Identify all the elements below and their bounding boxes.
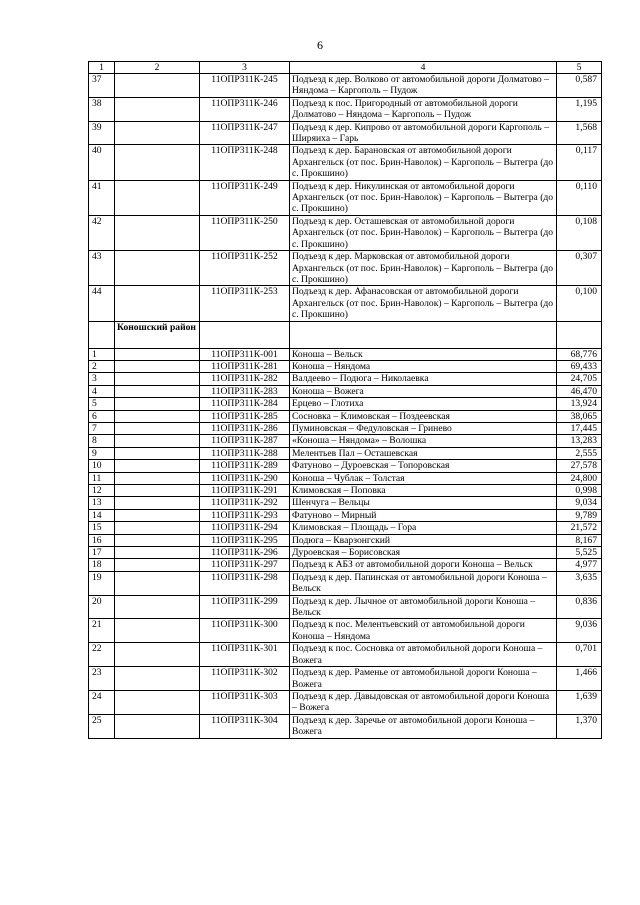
road-name: Подъезд к дер. Лычное от автомобильной дороги Коноша – Вельск [290, 595, 557, 619]
table-row [89, 286, 602, 321]
road-length: 24,705 [557, 373, 602, 385]
table-row [89, 373, 602, 385]
road-code: 11ОПР311К-283 [200, 385, 290, 397]
district-cell [115, 619, 200, 643]
row-number: 7 [89, 422, 115, 434]
row-number: 44 [89, 286, 115, 321]
column-header: 4 [290, 62, 557, 74]
road-name: Пуминовская – Федуловская – Гринево [290, 422, 557, 434]
row-number: 24 [89, 690, 115, 714]
road-name: Подъезд к дер. Папинская от автомобильной дороги Коноша – Вельск [290, 571, 557, 595]
road-length: 0,836 [557, 595, 602, 619]
row-number: 10 [89, 460, 115, 472]
road-length: 0,110 [557, 180, 602, 215]
roads-table-body [89, 62, 602, 739]
table-row [89, 251, 602, 286]
district-cell [115, 251, 200, 286]
road-length: 5,525 [557, 547, 602, 559]
row-number: 1 [89, 348, 115, 360]
road-length: 3,635 [557, 571, 602, 595]
table-row [89, 398, 602, 410]
road-code: 11ОПР311К-304 [200, 714, 290, 738]
road-name: Подъезд к дер. Афанасовская от автомобильной дороги Архангельск (от пос. Брин-Наволок) – Каргополь – Вытегра (до с. Прокшино) [290, 286, 557, 321]
table-row [89, 422, 602, 434]
road-length: 68,776 [557, 348, 602, 360]
district-cell [115, 97, 200, 121]
district-cell [115, 74, 200, 98]
table-row [89, 667, 602, 691]
table-row [89, 145, 602, 180]
road-name: Валдеево – Подюга – Николаевка [290, 373, 557, 385]
district-cell [115, 215, 200, 250]
road-name: Подъезд к дер. Осташевская от автомобильной дороги Архангельск (от пос. Брин-Наволок) – Каргополь – Вытегра (до с. Прокшино) [290, 215, 557, 250]
road-code: 11ОПР311К-294 [200, 522, 290, 534]
table-row [89, 180, 602, 215]
row-number: 13 [89, 497, 115, 509]
district-cell [115, 385, 200, 397]
road-code: 11ОПР311К-302 [200, 667, 290, 691]
road-code: 11ОПР311К-001 [200, 348, 290, 360]
row-number: 15 [89, 522, 115, 534]
district-cell [115, 410, 200, 422]
road-name: Фатуново – Мирный [290, 509, 557, 521]
road-length: 24,800 [557, 472, 602, 484]
district-cell [115, 595, 200, 619]
road-name: Климовская – Площадь – Гора [290, 522, 557, 534]
road-name: Подъезд к дер. Волково от автомобильной дороги Долматово – Няндома – Каргополь – Пудож [290, 74, 557, 98]
road-code: 11ОПР311К-299 [200, 595, 290, 619]
row-number [89, 321, 115, 348]
road-name: Коноша – Чублак – Толстая [290, 472, 557, 484]
road-name: Мелентьев Пал – Осташевская [290, 447, 557, 459]
district-cell [115, 373, 200, 385]
road-name: Ерцево – Глотиха [290, 398, 557, 410]
road-code: 11ОПР311К-252 [200, 251, 290, 286]
column-header: 2 [115, 62, 200, 74]
road-length: 8,167 [557, 534, 602, 546]
row-number: 43 [89, 251, 115, 286]
table-row [89, 460, 602, 472]
district-cell [115, 422, 200, 434]
road-code: 11ОПР311К-292 [200, 497, 290, 509]
road-code: 11ОПР311К-303 [200, 690, 290, 714]
row-number: 38 [89, 97, 115, 121]
row-number: 42 [89, 215, 115, 250]
road-name: Подъезд к дер. Давыдовская от автомобильной дороги Коноша – Вожега [290, 690, 557, 714]
district-cell [115, 398, 200, 410]
table-row [89, 410, 602, 422]
table-row [89, 74, 602, 98]
road-name: Коноша – Няндома [290, 360, 557, 372]
road-name: Подъезд к дер. Никулинская от автомобильной дороги Архангельск (от пос. Брин-Наволок) – Каргополь – Вытегра (до с. Прокшино) [290, 180, 557, 215]
road-code: 11ОПР311К-300 [200, 619, 290, 643]
road-code: 11ОПР311К-298 [200, 571, 290, 595]
district-cell [115, 497, 200, 509]
road-length: 0,701 [557, 643, 602, 667]
row-number: 20 [89, 595, 115, 619]
road-name: Дуроевская – Борисовская [290, 547, 557, 559]
road-length: 1,195 [557, 97, 602, 121]
road-name: Подъезд к АБЗ от автомобильной дороги Коноша – Вельск [290, 559, 557, 571]
row-number: 37 [89, 74, 115, 98]
road-name: Коноша – Вельск [290, 348, 557, 360]
district-cell [115, 667, 200, 691]
road-code: 11ОПР311К-287 [200, 435, 290, 447]
road-length: 13,283 [557, 435, 602, 447]
road-name: Подъезд к пос. Мелентьевский от автомобильной дороги Коноша – Няндома [290, 619, 557, 643]
row-number: 17 [89, 547, 115, 559]
row-number: 18 [89, 559, 115, 571]
road-code: 11ОПР311К-285 [200, 410, 290, 422]
row-number: 14 [89, 509, 115, 521]
table-row [89, 595, 602, 619]
road-length: 0,100 [557, 286, 602, 321]
district-cell [115, 522, 200, 534]
table-row [89, 547, 602, 559]
road-length: 46,470 [557, 385, 602, 397]
road-length: 21,572 [557, 522, 602, 534]
district-cell [115, 348, 200, 360]
road-code: 11ОПР311К-284 [200, 398, 290, 410]
road-code [200, 321, 290, 348]
road-length: 17,445 [557, 422, 602, 434]
district-cell [115, 472, 200, 484]
district-cell [115, 145, 200, 180]
road-code: 11ОПР311К-291 [200, 485, 290, 497]
row-number: 40 [89, 145, 115, 180]
road-code: 11ОПР311К-249 [200, 180, 290, 215]
road-length: 0,587 [557, 74, 602, 98]
table-row [89, 497, 602, 509]
table-row [89, 472, 602, 484]
road-length: 0,108 [557, 215, 602, 250]
district-cell [115, 559, 200, 571]
district-cell [115, 547, 200, 559]
road-length: 4,977 [557, 559, 602, 571]
table-row [89, 447, 602, 459]
road-code: 11ОПР311К-282 [200, 373, 290, 385]
table-row [89, 121, 602, 145]
district-cell [115, 435, 200, 447]
row-number: 23 [89, 667, 115, 691]
road-code: 11ОПР311К-290 [200, 472, 290, 484]
road-name: Шенчуга – Вельцы [290, 497, 557, 509]
road-length: 2,555 [557, 447, 602, 459]
road-length: 0,307 [557, 251, 602, 286]
road-name: Климовская – Поповка [290, 485, 557, 497]
road-code: 11ОПР311К-248 [200, 145, 290, 180]
road-code: 11ОПР311К-293 [200, 509, 290, 521]
district-cell [115, 485, 200, 497]
table-row [89, 571, 602, 595]
district-cell [115, 643, 200, 667]
row-number: 4 [89, 385, 115, 397]
table-row [89, 522, 602, 534]
road-length: 1,370 [557, 714, 602, 738]
road-code: 11ОПР311К-250 [200, 215, 290, 250]
road-code: 11ОПР311К-289 [200, 460, 290, 472]
road-length: 27,578 [557, 460, 602, 472]
district-name: Коношский район [115, 321, 200, 348]
column-header: 5 [557, 62, 602, 74]
road-length: 9,036 [557, 619, 602, 643]
road-code: 11ОПР311К-246 [200, 97, 290, 121]
road-length [557, 321, 602, 348]
roads-table [88, 61, 602, 739]
road-length: 1,466 [557, 667, 602, 691]
row-number: 16 [89, 534, 115, 546]
table-row [89, 643, 602, 667]
road-name: Фатуново – Дуроевская – Топоровская [290, 460, 557, 472]
row-number: 19 [89, 571, 115, 595]
page-number: 6 [317, 38, 323, 52]
road-name: Подъезд к дер. Заречье от автомобильной дороги Коноша – Вожега [290, 714, 557, 738]
row-number: 6 [89, 410, 115, 422]
row-number: 8 [89, 435, 115, 447]
table-row [89, 690, 602, 714]
row-number: 9 [89, 447, 115, 459]
road-code: 11ОПР311К-295 [200, 534, 290, 546]
row-number: 21 [89, 619, 115, 643]
road-length: 9,034 [557, 497, 602, 509]
road-name: Подъезд к пос. Пригородный от автомобильной дороги Долматово – Няндома – Каргополь – Пудож [290, 97, 557, 121]
header-row [89, 62, 602, 74]
road-length: 0,117 [557, 145, 602, 180]
column-header: 3 [200, 62, 290, 74]
district-cell [115, 447, 200, 459]
road-name: Сосновка – Климовская – Поздеевская [290, 410, 557, 422]
row-number: 2 [89, 360, 115, 372]
road-length: 0,998 [557, 485, 602, 497]
district-cell [115, 509, 200, 521]
column-header: 1 [89, 62, 115, 74]
road-code: 11ОПР311К-245 [200, 74, 290, 98]
road-code: 11ОПР311К-297 [200, 559, 290, 571]
table-row [89, 534, 602, 546]
district-cell [115, 690, 200, 714]
road-name: Подъезд к дер. Барановская от автомобильной дороги Архангельск (от пос. Брин-Наволок) – Каргополь – Вытегра (до с. Прокшино) [290, 145, 557, 180]
row-number: 11 [89, 472, 115, 484]
district-section-row [89, 321, 602, 348]
road-code: 11ОПР311К-286 [200, 422, 290, 434]
district-cell [115, 360, 200, 372]
table-row [89, 360, 602, 372]
road-code: 11ОПР311К-296 [200, 547, 290, 559]
road-length: 1,568 [557, 121, 602, 145]
district-cell [115, 286, 200, 321]
road-name: Подъезд к дер. Раменье от автомобильной дороги Коноша – Вожега [290, 667, 557, 691]
row-number: 5 [89, 398, 115, 410]
district-cell [115, 180, 200, 215]
road-code: 11ОПР311К-301 [200, 643, 290, 667]
table-row [89, 97, 602, 121]
road-length: 69,433 [557, 360, 602, 372]
table-row [89, 559, 602, 571]
road-name: Подъезд к пос. Сосновка от автомобильной дороги Коноша – Вожега [290, 643, 557, 667]
road-code: 11ОПР311К-281 [200, 360, 290, 372]
road-name: «Коноша – Няндома» – Волошка [290, 435, 557, 447]
road-length: 9,789 [557, 509, 602, 521]
table-row [89, 509, 602, 521]
road-length: 38,065 [557, 410, 602, 422]
table-row [89, 435, 602, 447]
district-cell [115, 534, 200, 546]
road-length: 13,924 [557, 398, 602, 410]
table-row [89, 619, 602, 643]
table-row [89, 485, 602, 497]
road-name: Коноша – Вожега [290, 385, 557, 397]
table-row [89, 215, 602, 250]
road-name: Подюга – Кварзонгский [290, 534, 557, 546]
road-name: Подъезд к дер. Кипрово от автомобильной дороги Каргополь – Ширяиха – Гарь [290, 121, 557, 145]
table-row [89, 714, 602, 738]
district-cell [115, 571, 200, 595]
row-number: 41 [89, 180, 115, 215]
road-code: 11ОПР311К-253 [200, 286, 290, 321]
row-number: 12 [89, 485, 115, 497]
row-number: 25 [89, 714, 115, 738]
district-cell [115, 121, 200, 145]
district-cell [115, 714, 200, 738]
road-code: 11ОПР311К-288 [200, 447, 290, 459]
row-number: 39 [89, 121, 115, 145]
table-row [89, 385, 602, 397]
table-row [89, 348, 602, 360]
row-number: 22 [89, 643, 115, 667]
row-number: 3 [89, 373, 115, 385]
road-length: 1,639 [557, 690, 602, 714]
road-name [290, 321, 557, 348]
road-name: Подъезд к дер. Марковская от автомобильной дороги Архангельск (от пос. Брин-Наволок) – Каргополь – Вытегра (до с. Прокшино) [290, 251, 557, 286]
district-cell [115, 460, 200, 472]
road-code: 11ОПР311К-247 [200, 121, 290, 145]
